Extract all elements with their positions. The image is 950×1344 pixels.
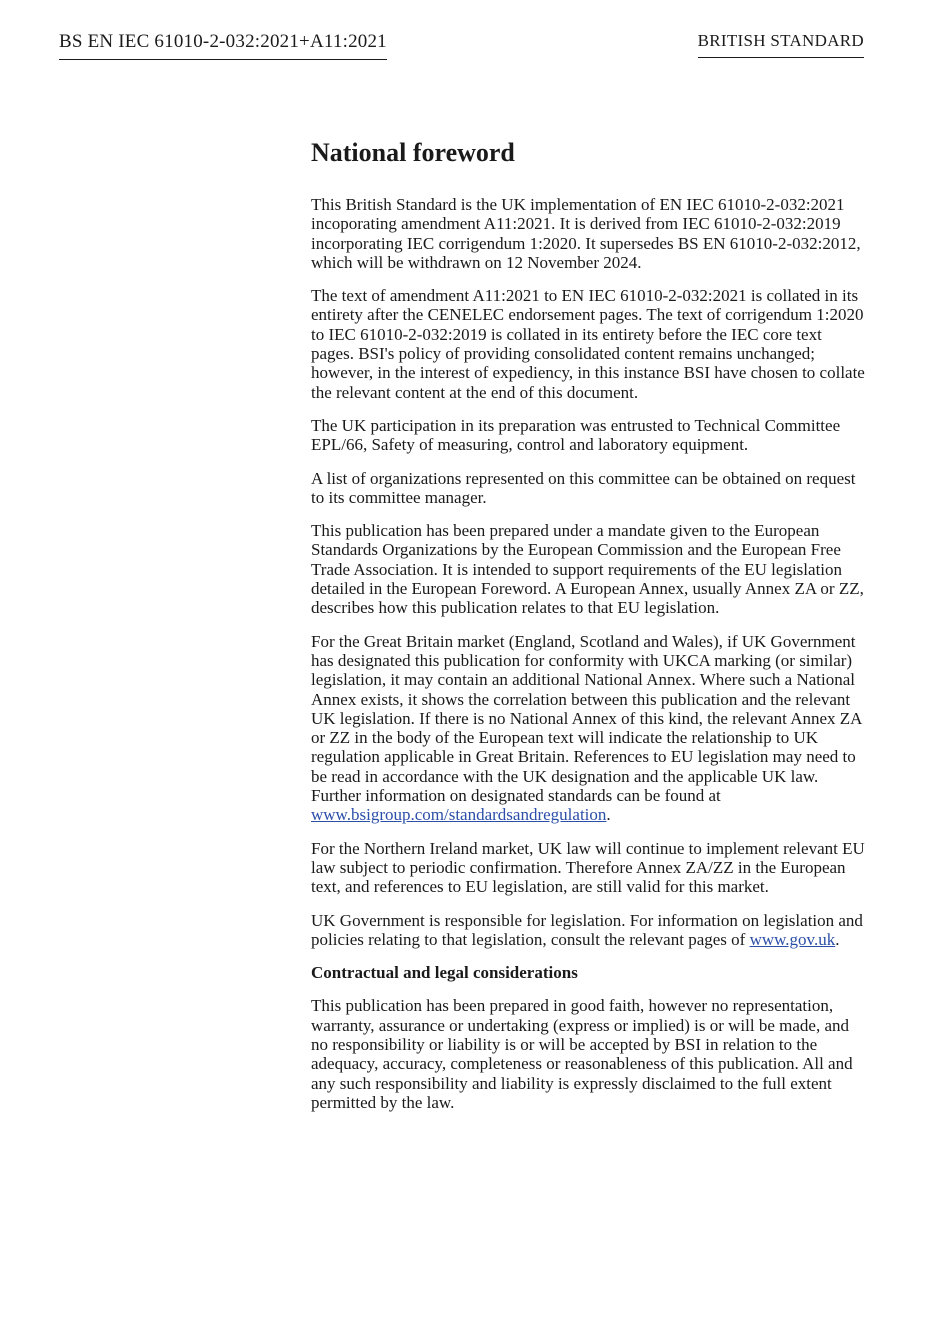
header-label: BRITISH STANDARD	[698, 31, 864, 58]
gov-end: .	[835, 929, 840, 949]
paragraph-great-britain	[311, 632, 867, 825]
page-title: National foreword	[311, 138, 515, 167]
gov-text: UK Government is responsible for legislation. For information on legislation and policies relating to that legislation, consult the relevant pages of	[311, 910, 863, 949]
paragraph-committee: The UK participation in its preparation was entrusted to Technical Committee EPL/66, Safety of measuring, control and laboratory equipment.	[311, 415, 841, 455]
bsigroup-link[interactable]: www.bsigroup.com/standardsandregulation	[311, 805, 607, 825]
paragraph-amendment: The text of amendment A11:2021 to EN IEC 61010-2-032:2021 is collated in its entirety after the CENELEC endorsement pages. The text of corrigendum 1:2020 to IEC 61010-2-032:2019 is collated in its entirety before the IEC core text pages. BSI's policy of providing consolidated content remains unchanged; however, in the interest of expediency, in this instance BSI have chosen to collate the relevant content at the end of this document.	[311, 286, 865, 402]
paragraph-implementation: This British Standard is the UK implementation of EN IEC 61010-2-032:2021 incoporating amendment A11:2021. It is derived from IEC 61010-2-032:2019 incorporating IEC corrigendum 1:2020. It supersedes BS EN 61010-2-032:2012, which will be withdrawn on 12 November 2024.	[311, 195, 861, 272]
document-id: BS EN IEC 61010-2-032:2021+A11:2021	[59, 31, 387, 60]
paragraph-northern-ireland: For the Northern Ireland market, UK law will continue to implement relevant EU law subject to periodic confirmation. Therefore Annex ZA/ZZ in the European text, and references to EU legislation, are still valid for this market.	[311, 838, 865, 897]
gov-uk-link[interactable]: www.gov.uk	[749, 929, 836, 949]
paragraph-disclaimer: This publication has been prepared in good faith, however no representation, warranty, assurance or undertaking (express or implied) is or will be made, and no responsibility or liability is or will be accepted by BSI in relation to the adequacy, accuracy, completeness or reasonableness of this publication. All and any such responsibility and liability is expressly disclaimed to the full extent permitted by the law.	[311, 996, 853, 1112]
gb-text: For the Great Britain market (England, Scotland and Wales), if UK Government has designated this publication for conformity with UKCA marking (or similar) legislation, it may contain an additional National Annex. Where such a National Annex exists, it shows the correlation between this publication and the relevant UK legislation. If there is no National Annex of this kind, the relevant Annex ZA or ZZ in the body of the European text will indicate the relationship to UK regulation applicable in Great Britain. References to EU legislation may need to be read in accordance with the UK designation and the applicable UK law. Further information on designated standards can be found at	[311, 631, 862, 806]
section-heading-contractual: Contractual and legal considerations	[311, 963, 578, 983]
gb-end: .	[606, 805, 611, 825]
paragraph-mandate: This publication has been prepared under a mandate given to the European Standards Organizations by the European Commission and the European Free Trade Association. It is intended to support requirements of the EU legislation detailed in the European Foreword. A European Annex, usually Annex ZA or ZZ, describes how this publication relates to that EU legislation.	[311, 521, 864, 618]
paragraph-uk-government	[311, 911, 867, 950]
paragraph-organizations: A list of organizations represented on this committee can be obtained on request to its committee manager.	[311, 468, 856, 507]
foreword-body	[311, 136, 867, 1126]
